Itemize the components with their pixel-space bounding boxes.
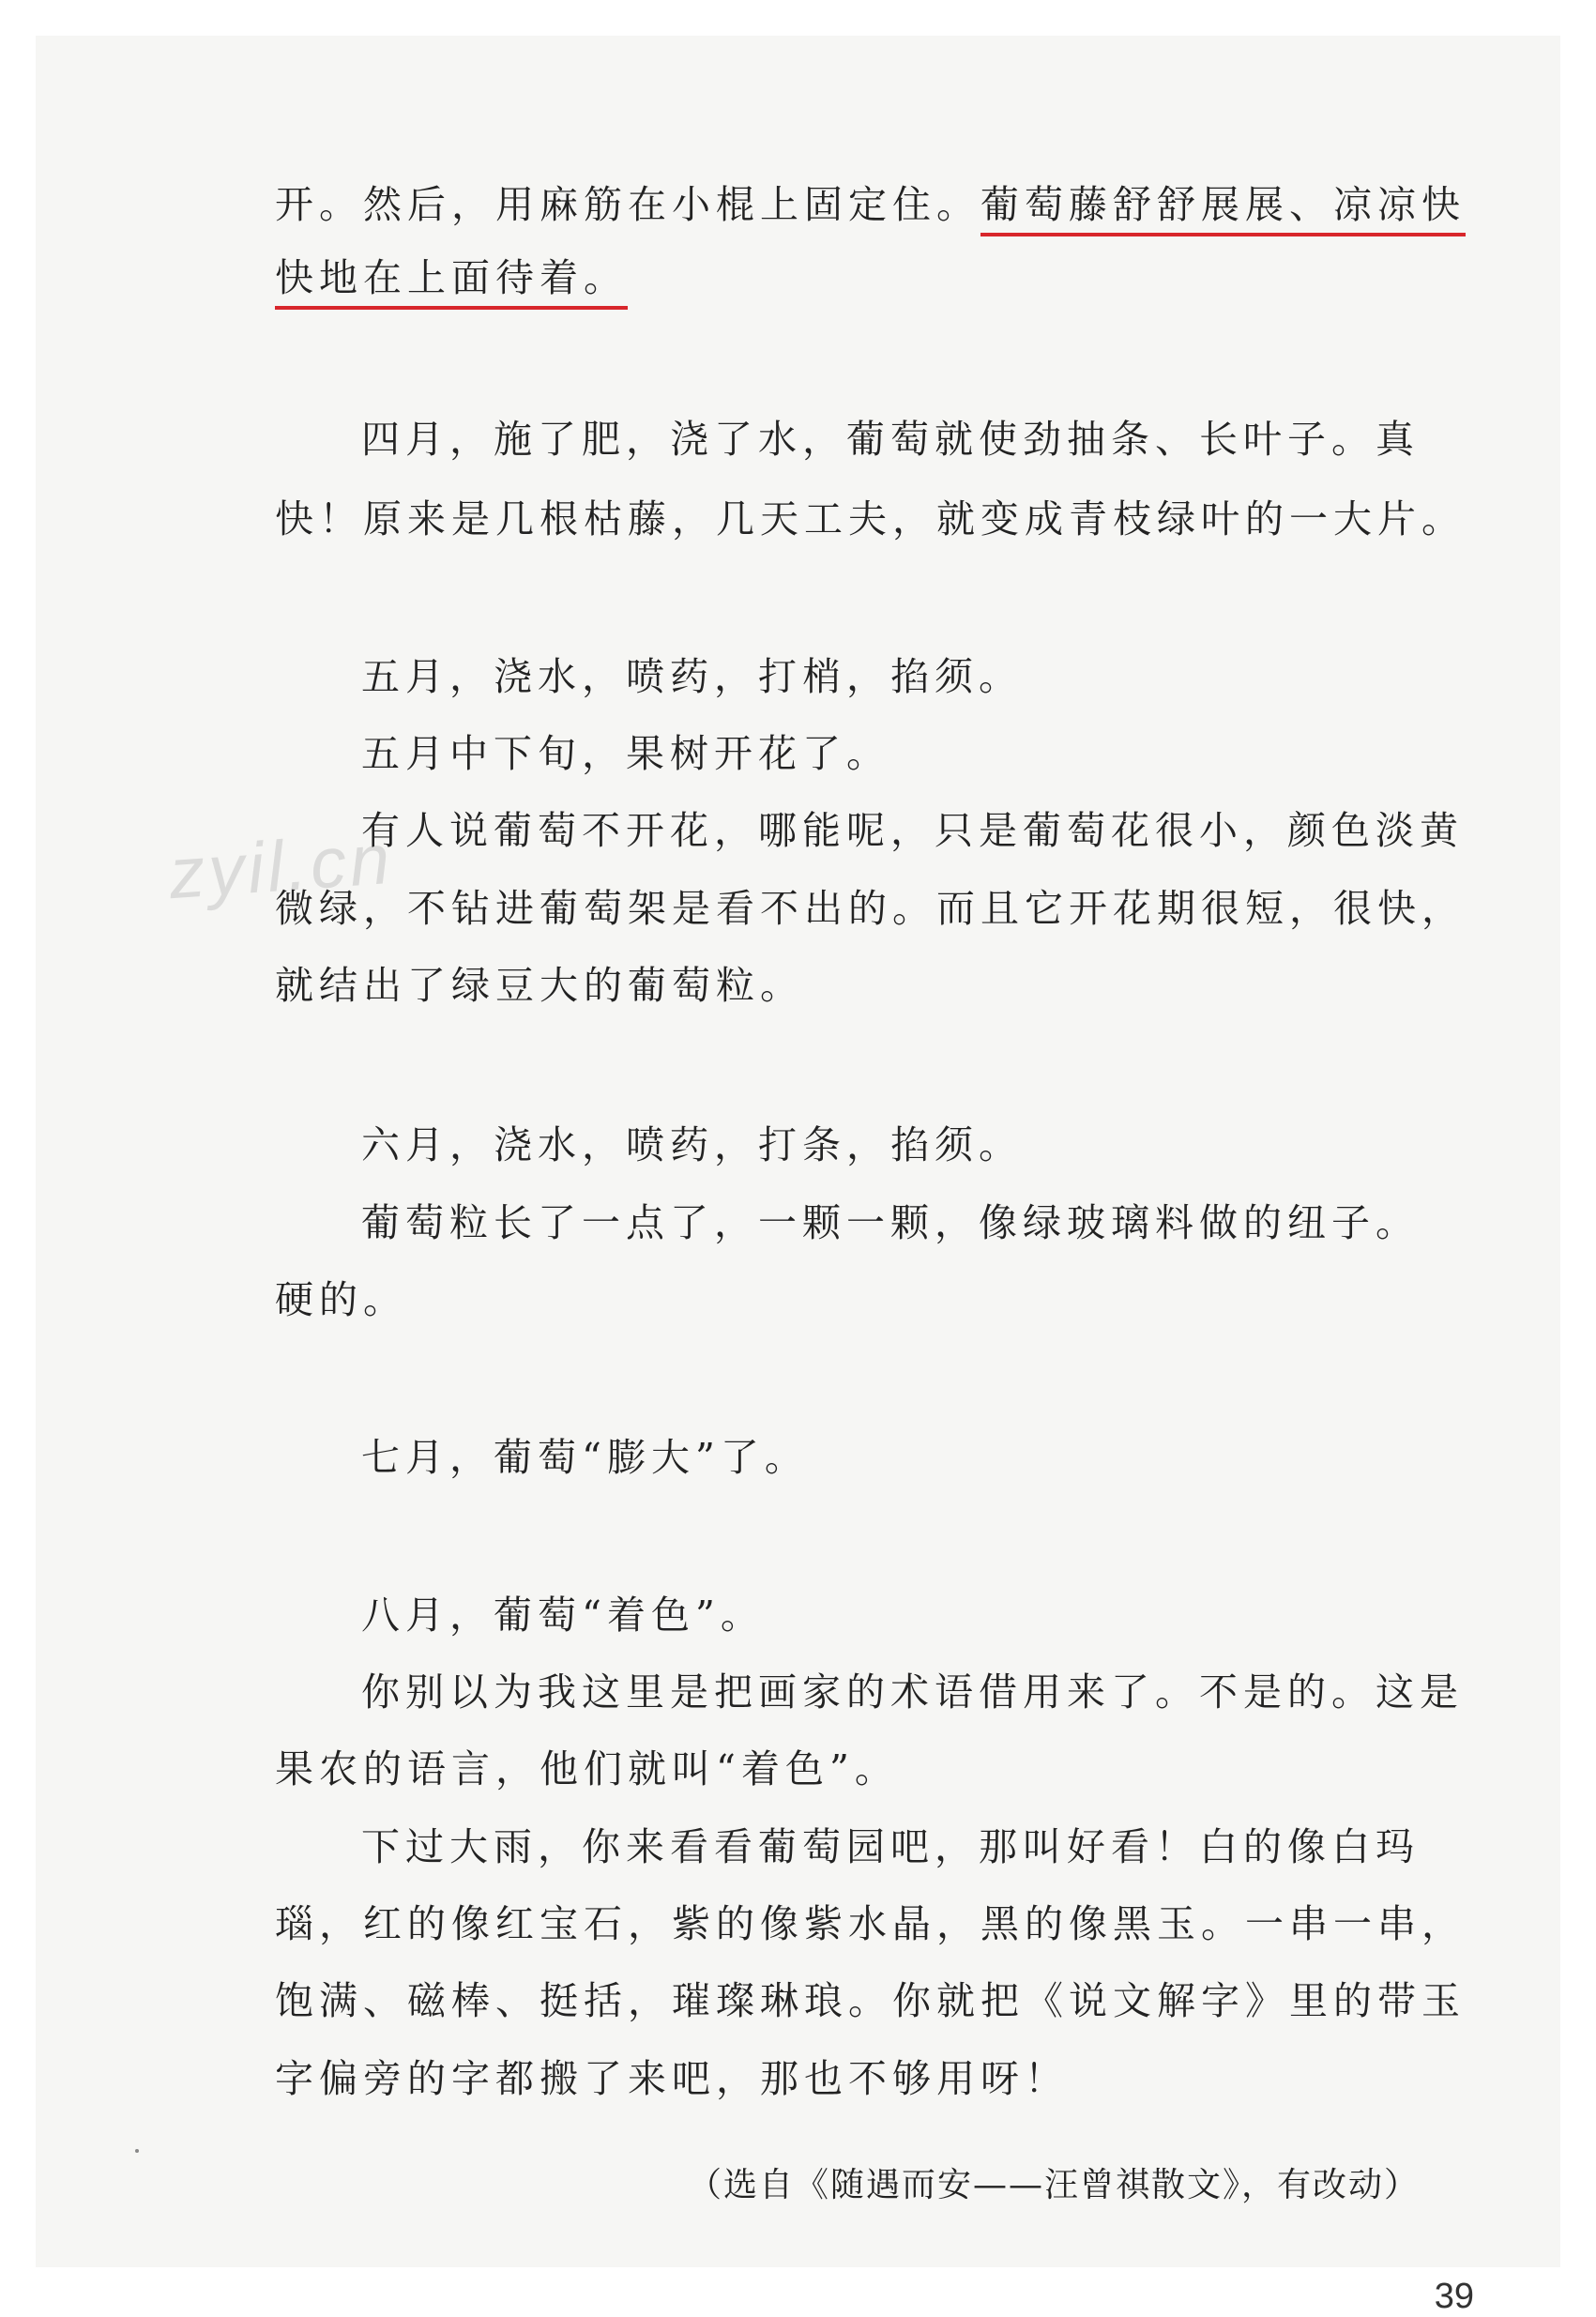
paragraph-line — [275, 176, 1466, 233]
paragraph-line: 五月中下旬，果树开花了。 — [361, 731, 890, 776]
paragraph-line: 果农的语言，他们就叫“着色”。 — [275, 1746, 899, 1791]
paragraph-line: 饱满、磁棒、挺括，璀璨琳琅。你就把《说文解字》里的带玉 — [275, 1978, 1466, 2023]
scan-speck — [135, 2149, 139, 2153]
paragraph-line: 快！原来是几根枯藤，几天工夫，就变成青枝绿叶的一大片。 — [275, 496, 1466, 541]
paragraph-line: 葡萄粒长了一点了，一颗一颗，像绿玻璃料做的纽子。 — [361, 1200, 1420, 1245]
watermark: zyil.cn — [166, 818, 396, 915]
paragraph-line: 六月，浇水，喷药，打条，掐须。 — [361, 1122, 1023, 1167]
underlined-sentence: 快地在上面待着。 — [275, 255, 628, 310]
page-number: 39 — [1434, 2277, 1474, 2316]
paragraph-line: 硬的。 — [275, 1277, 407, 1322]
paragraph-line: 字偏旁的字都搬了来吧，那也不够用呀！ — [275, 2056, 1069, 2101]
paragraph-line — [275, 250, 628, 306]
paragraph-line: 有人说葡萄不开花，哪能呢，只是葡萄花很小，颜色淡黄 — [361, 808, 1464, 853]
paragraph-line: 五月，浇水，喷药，打梢，掐须。 — [361, 654, 1023, 699]
paragraph-line: 就结出了绿豆大的葡萄粒。 — [275, 963, 804, 1008]
paragraph-line: 下过大雨，你来看看葡萄园吧，那叫好看！白的像白玛 — [361, 1824, 1420, 1869]
paragraph-line: 你别以为我这里是把画家的术语借用来了。不是的。这是 — [361, 1669, 1464, 1715]
paragraph-line: 瑙，红的像红宝石，紫的像紫水晶，黑的像黑玉。一串一串， — [275, 1901, 1466, 1946]
paragraph-line: 微绿，不钻进葡萄架是看不出的。而且它开花期很短，很快， — [275, 886, 1466, 931]
paragraph-line: 七月，葡萄“膨大”了。 — [361, 1435, 809, 1480]
text-run: 开。然后，用麻筋在小棍上固定住。 — [275, 182, 980, 227]
paragraph-line: 四月，施了肥，浇了水，葡萄就使劲抽条、长叶子。真 — [361, 417, 1420, 462]
source-attribution: （选自《随遇而安——汪曾祺散文》，有改动） — [687, 2166, 1420, 2204]
book-page — [36, 36, 1560, 2316]
paragraph-line: 八月，葡萄“着色”。 — [361, 1593, 765, 1638]
underlined-sentence: 葡萄藤舒舒展展、凉凉快 — [980, 182, 1466, 236]
